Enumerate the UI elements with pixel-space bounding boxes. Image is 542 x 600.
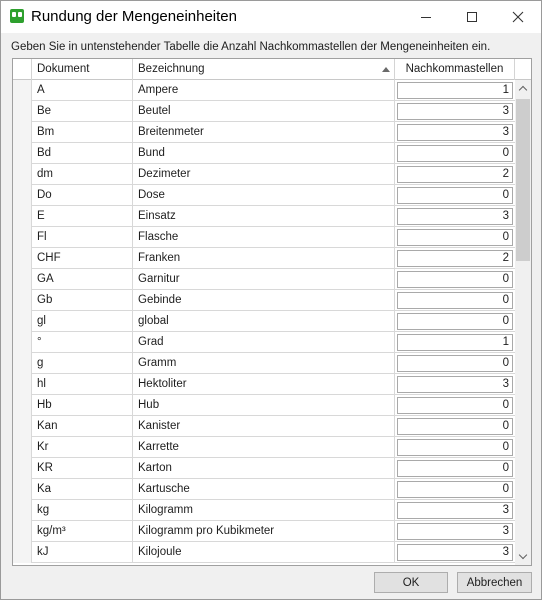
cell-nachkommastellen xyxy=(395,269,515,290)
table-row[interactable] xyxy=(13,101,515,122)
cell-dokument: E xyxy=(32,206,133,227)
cell-bezeichnung: Gramm xyxy=(133,353,395,374)
row-selector[interactable] xyxy=(13,458,32,479)
cell-dokument: Kan xyxy=(32,416,133,437)
row-selector-header[interactable] xyxy=(13,59,32,80)
cell-nachkommastellen xyxy=(395,332,515,353)
nachkommastellen-input[interactable]: 1 xyxy=(397,82,513,99)
cell-dokument: g xyxy=(32,353,133,374)
cell-bezeichnung: Bund xyxy=(133,143,395,164)
table-row[interactable] xyxy=(13,206,515,227)
nachkommastellen-input[interactable]: 2 xyxy=(397,166,513,183)
minimize-button[interactable] xyxy=(403,1,449,33)
row-selector[interactable] xyxy=(13,206,32,227)
maximize-icon xyxy=(467,12,477,22)
cell-bezeichnung: Kanister xyxy=(133,416,395,437)
row-selector[interactable] xyxy=(13,437,32,458)
column-header-bezeichnung-label: Bezeichnung xyxy=(138,63,205,75)
nachkommastellen-input[interactable]: 0 xyxy=(397,439,513,456)
row-selector[interactable] xyxy=(13,353,32,374)
table-row[interactable] xyxy=(13,416,515,437)
table-row[interactable] xyxy=(13,332,515,353)
cell-dokument: GA xyxy=(32,269,133,290)
cell-bezeichnung: Flasche xyxy=(133,227,395,248)
table-row[interactable] xyxy=(13,248,515,269)
row-selector[interactable] xyxy=(13,164,32,185)
table-body xyxy=(13,80,515,565)
scroll-up-button[interactable] xyxy=(515,80,531,97)
table-row[interactable] xyxy=(13,458,515,479)
sort-ascending-icon xyxy=(382,67,390,72)
nachkommastellen-input[interactable]: 3 xyxy=(397,124,513,141)
row-selector[interactable] xyxy=(13,521,32,542)
cell-dokument: hl xyxy=(32,374,133,395)
nachkommastellen-input[interactable]: 0 xyxy=(397,229,513,246)
nachkommastellen-input[interactable]: 0 xyxy=(397,145,513,162)
window-title: Rundung der Mengeneinheiten xyxy=(31,8,237,25)
ok-button[interactable]: OK xyxy=(374,572,448,593)
table-row[interactable] xyxy=(13,542,515,563)
cell-dokument: KR xyxy=(32,458,133,479)
header-corner xyxy=(515,59,531,80)
cell-dokument: Fl xyxy=(32,227,133,248)
table-row[interactable] xyxy=(13,269,515,290)
cell-nachkommastellen xyxy=(395,374,515,395)
cell-bezeichnung: Franken xyxy=(133,248,395,269)
cell-bezeichnung: Karton xyxy=(133,458,395,479)
cell-bezeichnung: Garnitur xyxy=(133,269,395,290)
table-row[interactable] xyxy=(13,521,515,542)
cell-dokument: Do xyxy=(32,185,133,206)
cancel-button[interactable]: Abbrechen xyxy=(457,572,532,593)
cell-bezeichnung: Hub xyxy=(133,395,395,416)
cell-nachkommastellen xyxy=(395,521,515,542)
cell-dokument: Ka xyxy=(32,479,133,500)
cell-nachkommastellen xyxy=(395,458,515,479)
column-header-dokument[interactable]: Dokument xyxy=(32,59,133,80)
close-icon xyxy=(512,11,524,23)
cell-bezeichnung: Breitenmeter xyxy=(133,122,395,143)
scroll-down-button[interactable] xyxy=(515,548,531,565)
cell-dokument: ° xyxy=(32,332,133,353)
table-row[interactable] xyxy=(13,122,515,143)
row-selector[interactable] xyxy=(13,143,32,164)
table-row[interactable] xyxy=(13,164,515,185)
instruction-text: Geben Sie in untenstehender Tabelle die Anzahl Nachkommastellen der Mengeneinheiten ein. xyxy=(11,41,491,53)
row-selector[interactable] xyxy=(13,227,32,248)
row-selector[interactable] xyxy=(13,416,32,437)
nachkommastellen-input[interactable]: 0 xyxy=(397,397,513,414)
cell-bezeichnung: Karrette xyxy=(133,437,395,458)
table-row[interactable] xyxy=(13,185,515,206)
cell-bezeichnung: Einsatz xyxy=(133,206,395,227)
nachkommastellen-input[interactable]: 0 xyxy=(397,271,513,288)
table-row[interactable] xyxy=(13,374,515,395)
cell-nachkommastellen xyxy=(395,164,515,185)
cell-bezeichnung: Dezimeter xyxy=(133,164,395,185)
cell-nachkommastellen xyxy=(395,311,515,332)
chevron-down-icon xyxy=(519,551,527,559)
row-selector[interactable] xyxy=(13,542,32,563)
cell-nachkommastellen xyxy=(395,101,515,122)
table-row[interactable] xyxy=(13,395,515,416)
row-selector[interactable] xyxy=(13,500,32,521)
column-header-nachkommastellen[interactable]: Nachkommastellen xyxy=(395,59,515,80)
cell-dokument: Be xyxy=(32,101,133,122)
cell-nachkommastellen xyxy=(395,395,515,416)
table-row[interactable] xyxy=(13,143,515,164)
nachkommastellen-input[interactable]: 2 xyxy=(397,250,513,267)
row-selector[interactable] xyxy=(13,290,32,311)
row-selector[interactable] xyxy=(13,479,32,500)
nachkommastellen-input[interactable]: 0 xyxy=(397,187,513,204)
cell-nachkommastellen xyxy=(395,206,515,227)
row-selector[interactable] xyxy=(13,80,32,101)
table-row[interactable] xyxy=(13,290,515,311)
cell-bezeichnung: Kilogramm xyxy=(133,500,395,521)
row-selector[interactable] xyxy=(13,185,32,206)
cell-bezeichnung: Hektoliter xyxy=(133,374,395,395)
cell-bezeichnung: Kartusche xyxy=(133,479,395,500)
cell-nachkommastellen xyxy=(395,437,515,458)
cell-dokument: A xyxy=(32,80,133,101)
row-selector[interactable] xyxy=(13,395,32,416)
cell-nachkommastellen xyxy=(395,353,515,374)
nachkommastellen-input[interactable]: 0 xyxy=(397,460,513,477)
table-row[interactable] xyxy=(13,311,515,332)
column-header-bezeichnung[interactable] xyxy=(133,59,395,80)
row-selector[interactable] xyxy=(13,311,32,332)
cell-bezeichnung: Kilogramm pro Kubikmeter xyxy=(133,521,395,542)
cell-bezeichnung: Dose xyxy=(133,185,395,206)
cell-nachkommastellen xyxy=(395,416,515,437)
app-icon xyxy=(10,9,24,23)
cell-bezeichnung: Grad xyxy=(133,332,395,353)
cell-dokument: kJ xyxy=(32,542,133,563)
cell-dokument: gl xyxy=(32,311,133,332)
cell-nachkommastellen xyxy=(395,80,515,101)
cell-nachkommastellen xyxy=(395,185,515,206)
cell-dokument: kg/m³ xyxy=(32,521,133,542)
title-bar xyxy=(1,1,541,33)
units-table xyxy=(12,58,532,566)
nachkommastellen-input[interactable]: 3 xyxy=(397,103,513,120)
cell-dokument: dm xyxy=(32,164,133,185)
cell-dokument: Bm xyxy=(32,122,133,143)
cell-dokument: Hb xyxy=(32,395,133,416)
nachkommastellen-input[interactable]: 3 xyxy=(397,208,513,225)
nachkommastellen-input[interactable]: 3 xyxy=(397,502,513,519)
row-selector[interactable] xyxy=(13,122,32,143)
nachkommastellen-input[interactable]: 1 xyxy=(397,334,513,351)
cell-bezeichnung: global xyxy=(133,311,395,332)
row-selector[interactable] xyxy=(13,374,32,395)
close-button[interactable] xyxy=(495,1,541,33)
cell-dokument: Bd xyxy=(32,143,133,164)
maximize-button[interactable] xyxy=(449,1,495,33)
cell-nachkommastellen xyxy=(395,479,515,500)
table-row[interactable] xyxy=(13,500,515,521)
cell-nachkommastellen xyxy=(395,122,515,143)
chevron-up-icon xyxy=(519,86,527,94)
nachkommastellen-input[interactable]: 0 xyxy=(397,313,513,330)
nachkommastellen-input[interactable]: 3 xyxy=(397,523,513,540)
minimize-icon xyxy=(421,17,431,18)
cell-nachkommastellen xyxy=(395,248,515,269)
nachkommastellen-input[interactable]: 0 xyxy=(397,355,513,372)
table-row[interactable] xyxy=(13,353,515,374)
cell-dokument: CHF xyxy=(32,248,133,269)
cell-bezeichnung: Beutel xyxy=(133,101,395,122)
table-row[interactable] xyxy=(13,80,515,101)
cell-dokument: kg xyxy=(32,500,133,521)
nachkommastellen-input[interactable]: 0 xyxy=(397,418,513,435)
table-row[interactable] xyxy=(13,437,515,458)
cell-bezeichnung: Gebinde xyxy=(133,290,395,311)
cell-bezeichnung: Ampere xyxy=(133,80,395,101)
cell-nachkommastellen xyxy=(395,227,515,248)
nachkommastellen-input[interactable]: 3 xyxy=(397,376,513,393)
cell-nachkommastellen xyxy=(395,542,515,563)
scroll-thumb[interactable] xyxy=(516,99,530,261)
row-selector[interactable] xyxy=(13,269,32,290)
nachkommastellen-input[interactable]: 0 xyxy=(397,481,513,498)
cell-nachkommastellen xyxy=(395,500,515,521)
cell-nachkommastellen xyxy=(395,290,515,311)
nachkommastellen-input[interactable]: 3 xyxy=(397,544,513,561)
cell-dokument: Gb xyxy=(32,290,133,311)
row-selector[interactable] xyxy=(13,101,32,122)
cell-nachkommastellen xyxy=(395,143,515,164)
nachkommastellen-input[interactable]: 0 xyxy=(397,292,513,309)
table-row[interactable] xyxy=(13,479,515,500)
vertical-scrollbar[interactable] xyxy=(515,80,531,565)
row-selector[interactable] xyxy=(13,332,32,353)
table-header xyxy=(13,59,531,80)
cell-dokument: Kr xyxy=(32,437,133,458)
table-row[interactable] xyxy=(13,227,515,248)
cell-bezeichnung: Kilojoule xyxy=(133,542,395,563)
row-selector[interactable] xyxy=(13,248,32,269)
